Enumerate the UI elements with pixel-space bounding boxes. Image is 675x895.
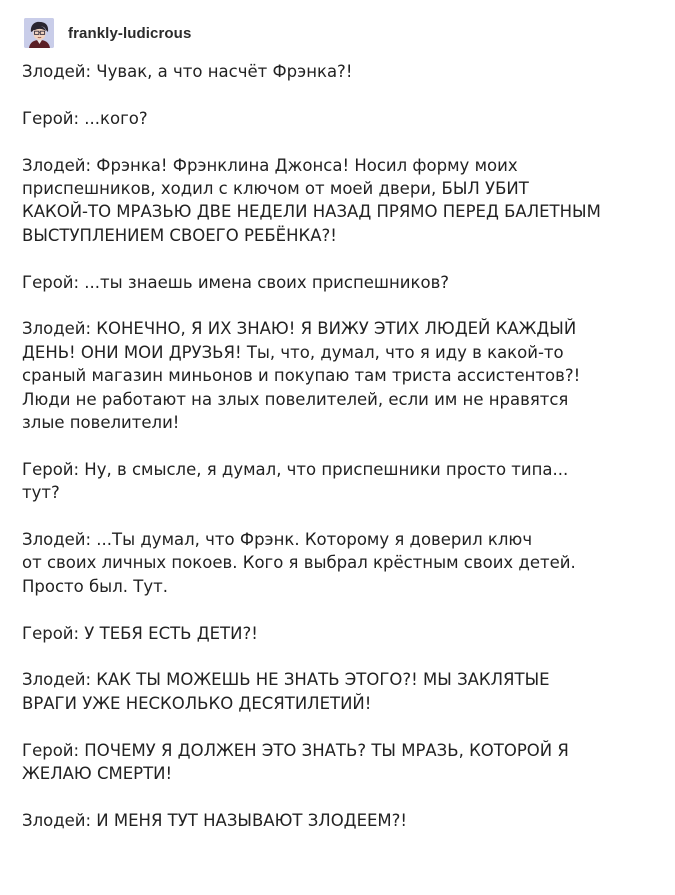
post-username[interactable]: frankly-ludicrous [68, 24, 192, 42]
dialogue-line: Злодей: КОНЕЧНО, Я ИХ ЗНАЮ! Я ВИЖУ ЭТИХ ЛЮДЕЙ КАЖДЫЙ ДЕНЬ! ОНИ МОИ ДРУЗЬЯ! Ты, что, думал, что я иду в какой-то сраный магазин миньонов и покупаю там триста ассистентов?! Люди не работают на злых повелителей, если им не нравятся злые повелители! [22, 319, 581, 433]
dialogue-line: Злодей: И МЕНЯ ТУТ НАЗЫВАЮТ ЗЛОДЕЕМ?! [22, 810, 408, 830]
dialogue-line: Герой: ПОЧЕМУ Я ДОЛЖЕН ЭТО ЗНАТЬ? ТЫ МРАЗЬ, КОТОРОЙ Я ЖЕЛАЮ СМЕРТИ! [22, 740, 569, 784]
dialogue-line: Злодей: Фрэнка! Фрэнклина Джонса! Носил форму моих приспешников, ходил с ключом от моей двери, БЫЛ УБИТ КАКОЙ-ТО МРАЗЬЮ ДВЕ НЕДЕЛИ НАЗАД ПРЯМО ПЕРЕД БАЛЕТНЫМ ВЫСТУПЛЕНИЕМ СВОЕГО РЕБЁНКА?! [22, 155, 601, 245]
dialogue-line: Герой: У ТЕБЯ ЕСТЬ ДЕТИ?! [22, 623, 258, 643]
avatar[interactable] [24, 18, 54, 48]
dialogue-line: Злодей: КАК ТЫ МОЖЕШЬ НЕ ЗНАТЬ ЭТОГО?! МЫ ЗАКЛЯТЫЕ ВРАГИ УЖЕ НЕСКОЛЬКО ДЕСЯТИЛЕТИЙ! [22, 670, 550, 713]
avatar-character-icon [24, 18, 54, 48]
post-header [24, 17, 191, 49]
dialogue-line: Герой: ...ты знаешь имена своих приспешников? [22, 272, 450, 292]
dialogue-line: Герой: Ну, в смысле, я думал, что приспешники просто типа... тут? [22, 459, 569, 503]
dialogue-line: Злодей: ...Ты думал, что Фрэнк. Которому я доверил ключ от своих личных покоев. Кого я выбрал крёстным своих детей. Просто был. Тут. [22, 530, 576, 596]
post-body [22, 60, 662, 832]
dialogue-line: Герой: ...кого? [22, 108, 148, 128]
dialogue-line: Злодей: Чувак, а что насчёт Фрэнка?! [22, 62, 353, 81]
